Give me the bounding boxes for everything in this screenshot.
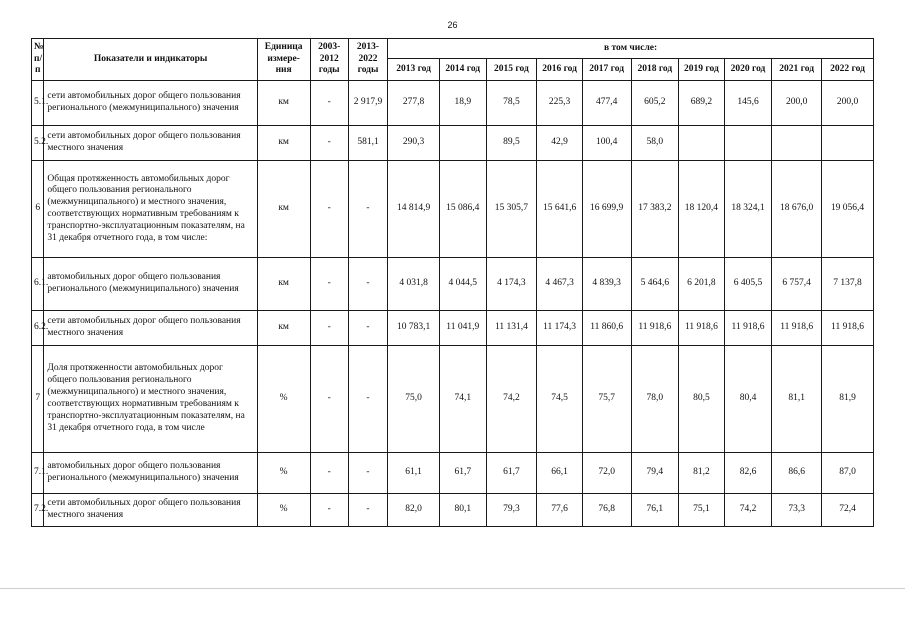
- row-year-value: 79,3: [486, 494, 537, 527]
- page-number: 26: [447, 20, 458, 30]
- row-year-value: 11 918,6: [772, 310, 822, 345]
- row-number: 5.1.: [32, 81, 44, 126]
- row-number: 6.1.: [32, 258, 44, 310]
- row-period-2003-2012: -: [310, 160, 348, 257]
- row-year-value: 11 918,6: [631, 310, 679, 345]
- table-row: [32, 160, 874, 257]
- header-year: 2021 год: [772, 59, 822, 81]
- row-year-value: 86,6: [772, 453, 822, 494]
- row-number: 7.2.: [32, 494, 44, 527]
- row-period-2003-2012: -: [310, 81, 348, 126]
- row-year-value: 82,6: [724, 453, 772, 494]
- row-year-value: 17 383,2: [631, 160, 679, 257]
- row-year-value: 73,3: [772, 494, 822, 527]
- row-year-value: 18,9: [439, 81, 486, 126]
- row-year-value: 6 405,5: [724, 258, 772, 310]
- row-unit: км: [257, 160, 310, 257]
- header-year: 2022 год: [822, 59, 874, 81]
- row-year-value: 15 305,7: [486, 160, 537, 257]
- row-number: 6.2.: [32, 310, 44, 345]
- row-year-value: [822, 126, 874, 161]
- row-year-value: 61,1: [388, 453, 440, 494]
- row-year-value: 14 814,9: [388, 160, 440, 257]
- row-year-value: 4 031,8: [388, 258, 440, 310]
- header-indicator: Показатели и индикаторы: [44, 39, 257, 81]
- row-year-value: [724, 126, 772, 161]
- table-body: [32, 81, 874, 527]
- row-period-2003-2012: -: [310, 126, 348, 161]
- row-unit: км: [257, 310, 310, 345]
- row-unit: %: [257, 345, 310, 453]
- header-year: 2016 год: [537, 59, 583, 81]
- row-year-value: 4 467,3: [537, 258, 583, 310]
- row-year-value: 18 120,4: [679, 160, 725, 257]
- row-year-value: 74,1: [439, 345, 486, 453]
- row-year-value: 11 174,3: [537, 310, 583, 345]
- row-year-value: 66,1: [537, 453, 583, 494]
- row-year-value: 79,4: [631, 453, 679, 494]
- row-year-value: [679, 126, 725, 161]
- header-year: 2019 год: [679, 59, 725, 81]
- row-year-value: 200,0: [772, 81, 822, 126]
- table-row: [32, 310, 874, 345]
- row-indicator: Общая протяженность автомобильных дорог общего пользования регионального (межмуниципального) и местного значения, соответствующих нормативным требованиям к транспортно-эксплуатационным показателям, на 31 декабря отчетного года, в том числе:: [44, 160, 257, 257]
- row-year-value: 4 174,3: [486, 258, 537, 310]
- row-indicator: Доля протяженности автомобильных дорог общего пользования регионального (межмуниципального) и местного значения, соответствующих нормативным требованиям к транспортно-эксплуатационным показателям, на 31 декабря отчетного года, в том числе: [44, 345, 257, 453]
- row-year-value: 5 464,6: [631, 258, 679, 310]
- row-year-value: 76,1: [631, 494, 679, 527]
- row-year-value: 225,3: [537, 81, 583, 126]
- header-num: № п/п: [32, 39, 44, 81]
- row-year-value: 80,5: [679, 345, 725, 453]
- row-year-value: 87,0: [822, 453, 874, 494]
- scan-line: [0, 588, 905, 589]
- row-year-value: 15 086,4: [439, 160, 486, 257]
- row-period-2013-2022: -: [348, 160, 387, 257]
- row-period-2013-2022: -: [348, 345, 387, 453]
- row-year-value: 11 918,6: [822, 310, 874, 345]
- row-year-value: 10 783,1: [388, 310, 440, 345]
- row-year-value: 16 699,9: [582, 160, 631, 257]
- row-year-value: [772, 126, 822, 161]
- row-period-2013-2022: -: [348, 494, 387, 527]
- row-year-value: 4 044,5: [439, 258, 486, 310]
- row-indicator: сети автомобильных дорог общего пользования местного значения: [44, 126, 257, 161]
- row-year-value: 74,5: [537, 345, 583, 453]
- table-row: [32, 81, 874, 126]
- header-unit: Единица измере-ния: [257, 39, 310, 81]
- row-year-value: 605,2: [631, 81, 679, 126]
- row-year-value: 77,6: [537, 494, 583, 527]
- row-unit: км: [257, 126, 310, 161]
- header-period-2013-2022: 2013-2022 годы: [348, 39, 387, 81]
- row-year-value: 72,4: [822, 494, 874, 527]
- table-row: [32, 494, 874, 527]
- row-year-value: 76,8: [582, 494, 631, 527]
- row-year-value: 100,4: [582, 126, 631, 161]
- row-year-value: [439, 126, 486, 161]
- row-period-2013-2022: 2 917,9: [348, 81, 387, 126]
- row-indicator: сети автомобильных дорог общего пользования местного значения: [44, 494, 257, 527]
- row-year-value: 75,7: [582, 345, 631, 453]
- row-year-value: 19 056,4: [822, 160, 874, 257]
- row-year-value: 75,0: [388, 345, 440, 453]
- row-indicator: автомобильных дорог общего пользования регионального (межмуниципального) значения: [44, 258, 257, 310]
- row-number: 6: [32, 160, 44, 257]
- header-period-2003-2012: 2003-2012 годы: [310, 39, 348, 81]
- row-year-value: 74,2: [724, 494, 772, 527]
- row-year-value: 290,3: [388, 126, 440, 161]
- row-year-value: 61,7: [439, 453, 486, 494]
- row-year-value: 78,0: [631, 345, 679, 453]
- row-year-value: 4 839,3: [582, 258, 631, 310]
- row-period-2003-2012: -: [310, 258, 348, 310]
- row-year-value: 15 641,6: [537, 160, 583, 257]
- row-year-value: 78,5: [486, 81, 537, 126]
- row-period-2013-2022: -: [348, 310, 387, 345]
- row-year-value: 75,1: [679, 494, 725, 527]
- row-year-value: 11 860,6: [582, 310, 631, 345]
- header-year: 2017 год: [582, 59, 631, 81]
- row-indicator: автомобильных дорог общего пользования регионального (межмуниципального) значения: [44, 453, 257, 494]
- header-year: 2020 год: [724, 59, 772, 81]
- row-period-2003-2012: -: [310, 310, 348, 345]
- row-year-value: 72,0: [582, 453, 631, 494]
- row-year-value: 11 131,4: [486, 310, 537, 345]
- row-period-2003-2012: -: [310, 494, 348, 527]
- row-year-value: 18 676,0: [772, 160, 822, 257]
- row-indicator: сети автомобильных дорог общего пользования местного значения: [44, 310, 257, 345]
- row-year-value: 80,4: [724, 345, 772, 453]
- row-year-value: 74,2: [486, 345, 537, 453]
- row-number: 7.1.: [32, 453, 44, 494]
- header-year: 2013 год: [388, 59, 440, 81]
- row-unit: %: [257, 453, 310, 494]
- row-period-2013-2022: 581,1: [348, 126, 387, 161]
- indicators-table: [31, 38, 874, 527]
- row-year-value: 18 324,1: [724, 160, 772, 257]
- row-period-2003-2012: -: [310, 345, 348, 453]
- row-year-value: 81,1: [772, 345, 822, 453]
- row-number: 7: [32, 345, 44, 453]
- table-row: [32, 345, 874, 453]
- row-year-value: 80,1: [439, 494, 486, 527]
- row-year-value: 11 918,6: [679, 310, 725, 345]
- row-year-value: 6 201,8: [679, 258, 725, 310]
- row-year-value: 6 757,4: [772, 258, 822, 310]
- row-year-value: 7 137,8: [822, 258, 874, 310]
- row-period-2013-2022: -: [348, 258, 387, 310]
- row-year-value: 145,6: [724, 81, 772, 126]
- row-year-value: 61,7: [486, 453, 537, 494]
- row-year-value: 42,9: [537, 126, 583, 161]
- row-year-value: 81,2: [679, 453, 725, 494]
- row-number: 5.2.: [32, 126, 44, 161]
- row-unit: км: [257, 258, 310, 310]
- row-period-2003-2012: -: [310, 453, 348, 494]
- row-year-value: 81,9: [822, 345, 874, 453]
- row-year-value: 11 918,6: [724, 310, 772, 345]
- table-row: [32, 258, 874, 310]
- row-unit: км: [257, 81, 310, 126]
- table-row: [32, 453, 874, 494]
- row-year-value: 58,0: [631, 126, 679, 161]
- row-period-2013-2022: -: [348, 453, 387, 494]
- row-year-value: 200,0: [822, 81, 874, 126]
- header-year: 2015 год: [486, 59, 537, 81]
- row-year-value: 689,2: [679, 81, 725, 126]
- table-row: [32, 126, 874, 161]
- row-indicator: сети автомобильных дорог общего пользования регионального (межмуниципального) значения: [44, 81, 257, 126]
- row-year-value: 11 041,9: [439, 310, 486, 345]
- table-header: [32, 39, 874, 81]
- row-unit: %: [257, 494, 310, 527]
- row-year-value: 89,5: [486, 126, 537, 161]
- header-year: 2014 год: [439, 59, 486, 81]
- row-year-value: 277,8: [388, 81, 440, 126]
- row-year-value: 477,4: [582, 81, 631, 126]
- header-including: в том числе:: [388, 39, 874, 59]
- row-year-value: 82,0: [388, 494, 440, 527]
- header-year: 2018 год: [631, 59, 679, 81]
